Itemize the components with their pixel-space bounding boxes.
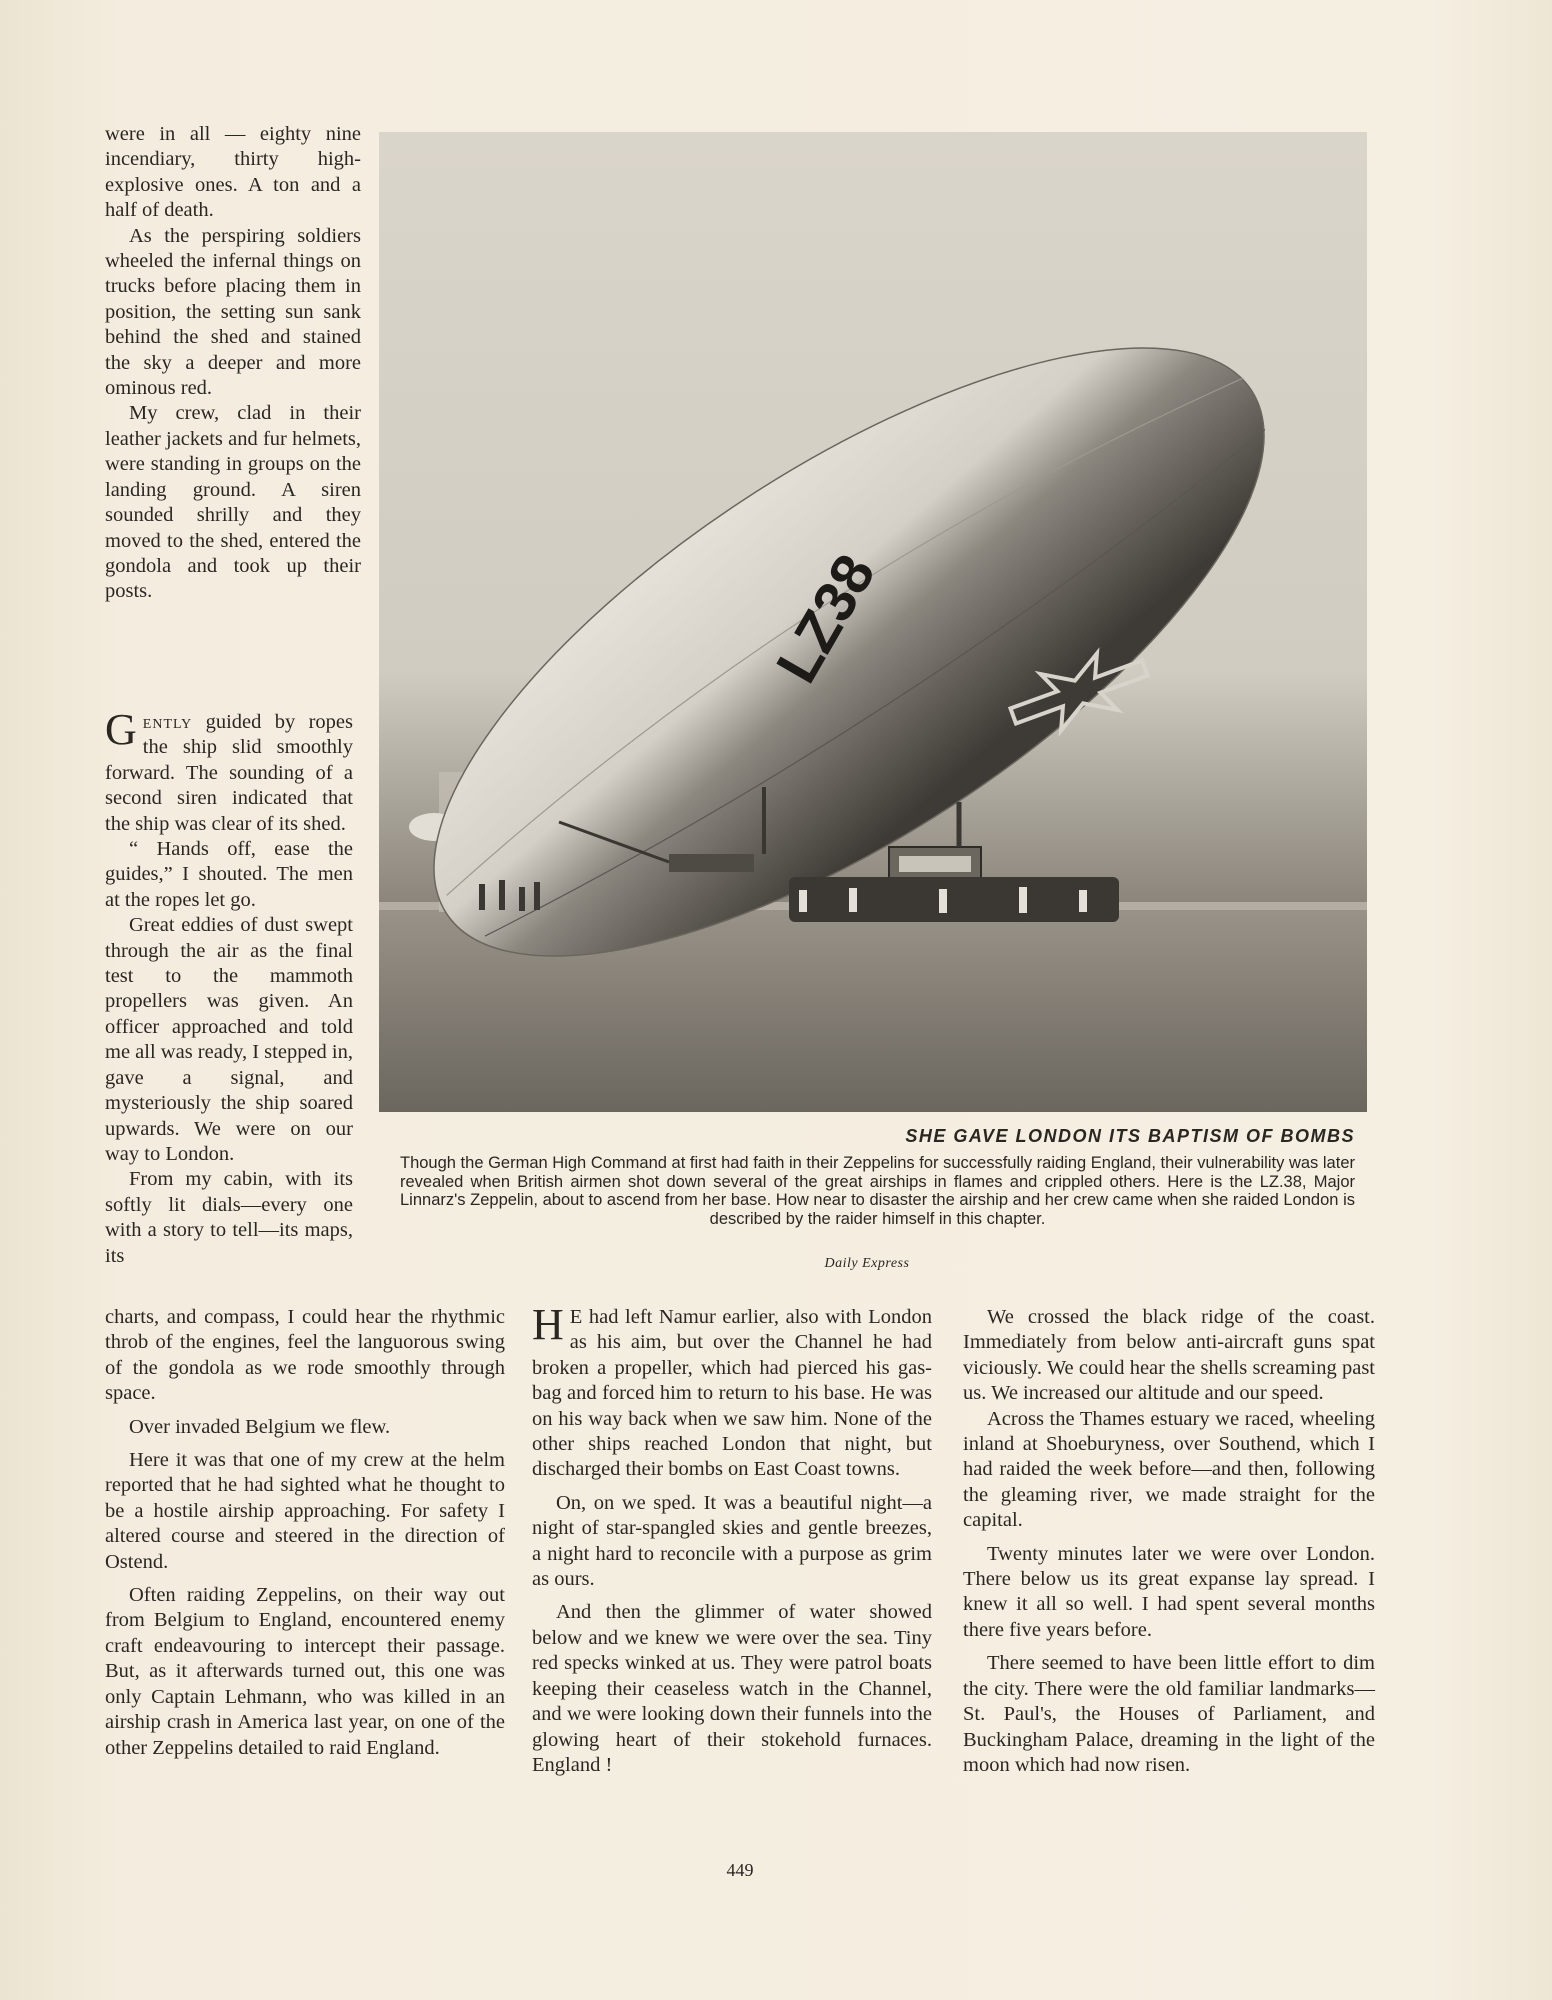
middle-column <box>532 1300 932 1778</box>
paragraph: From my cabin, with its softly lit dials—every one with a story to tell—its maps, its <box>105 1168 353 1267</box>
paragraph: Twenty minutes later we were over London. There below us its great expanse lay spread. I knew it all so well. I had spent several months there five years before. <box>963 1542 1375 1641</box>
caption-title: SHE GAVE LONDON ITS BAPTISM OF BOMBS <box>905 1126 1355 1146</box>
paragraph: Across the Thames estuary we raced, wheeling inland at Shoeburyness, over Southend, which I had raided the week before—and then, following the gleaming river, we made straight for the capital. <box>963 1407 1375 1532</box>
paragraph: And then the glimmer of water showed below and we knew we were over the sea. Tiny red specks winked at us. They were patrol boats keeping their ceaseless watch in the Channel, and we were looking down their funnels into the glowing heart of their stokehold furnaces. England ! <box>532 1601 932 1776</box>
photo-caption: Though the German High Command at first had faith in their Zeppelins for successfully raiding England, their vulnerability was later revealed when British airmen shot down several of the great airships in flames and crippled others. Here is the LZ.38, Major Linnarz's Zeppelin, about to ascend from her base. How near to disaster the airship and her crew came when she raided London is described by the raider himself in this chapter. <box>400 1154 1355 1228</box>
left-column-section <box>105 705 354 1269</box>
small-caps-word: ently <box>142 711 193 733</box>
paragraph: Over invaded Belgium we flew. <box>129 1415 391 1438</box>
drop-cap: G <box>105 705 137 754</box>
paragraph-text: guided by ropes the ship slid smoothly forward. The sounding of a second siren indicated that the ship was clear of its shed. <box>105 711 353 835</box>
paragraph: There seemed to have been little effort to dim the city. There were the old familiar landmarks—St. Paul's, the Houses of Parliament, and Buckingham Palace, dreaming in the light of the moon which had now risen. <box>963 1652 1375 1776</box>
page-number: 449 <box>726 1860 754 1880</box>
hull-marking: LZ38 <box>763 543 888 694</box>
paragraph: charts, and compass, I could hear the rhythmic throb of the engines, feel the languorous swing of the gondola as we rode smoothly through space. <box>105 1306 505 1405</box>
right-column <box>963 1305 1375 1778</box>
paragraph: Great eddies of dust swept through the air as the final test to the mammoth propellers was given. An officer approached and told me all was ready, I stepped in, gave a signal, and mysteriously the ship soared upwards. We were on our way to London. <box>105 914 354 1165</box>
paragraph-text: E had left Namur earlier, also with London as his aim, but over the Channel he had broken a propeller, which had pierced his gas-bag and forced him to return to his base. He was on his way back when we saw him. None of the other ships reached London that night, but discharged their bombs on East Coast towns. <box>532 1306 932 1481</box>
paragraph: As the perspiring soldiers wheeled the infernal things on trucks before placing them in position, the setting sun sank behind the shed and stained the sky a deeper and more ominous red. <box>105 224 361 400</box>
paragraph: Here it was that one of my crew at the helm reported that he had sighted what he thought to be a hostile airship approaching. For safety I altered course and steered in the direction of Ostend. <box>105 1449 505 1573</box>
paragraph: On, on we sped. It was a beautiful night—a night of star-spangled skies and gentle breezes, a night hard to reconcile with a purpose as grim as ours. <box>532 1491 932 1591</box>
paragraph: were in all — eighty nine incendiary, thirty high-explosive ones. A ton and a half of death. <box>105 123 361 222</box>
paragraph: We crossed the black ridge of the coast. Immediately from below anti-aircraft guns spat viciously. We could hear the shells screaming past us. We increased our altitude and our speed. <box>963 1306 1375 1405</box>
left-column-top <box>105 122 361 605</box>
paragraph: Often raiding Zeppelins, on their way out from Belgium to England, encountered enemy craft endeavouring to intercept their passage. But, as it afterwards turned out, this one was only Captain Lehmann, who was killed in an airship crash in America last year, on one of the other Zeppelins detailed to raid England. <box>105 1584 505 1759</box>
paragraph: “ Hands off, ease the guides,” I shouted. The men at the ropes let go. <box>105 838 353 911</box>
photo-credit: Daily Express <box>824 1256 910 1271</box>
drop-cap: H <box>532 1300 564 1349</box>
zeppelin-photo <box>379 132 1367 1112</box>
left-column-bottom <box>105 1305 505 1761</box>
paragraph: My crew, clad in their leather jackets and fur helmets, were standing in groups on the landing ground. A siren sounded shrilly and they moved to the shed, entered the gondola and took up their posts. <box>105 402 361 603</box>
